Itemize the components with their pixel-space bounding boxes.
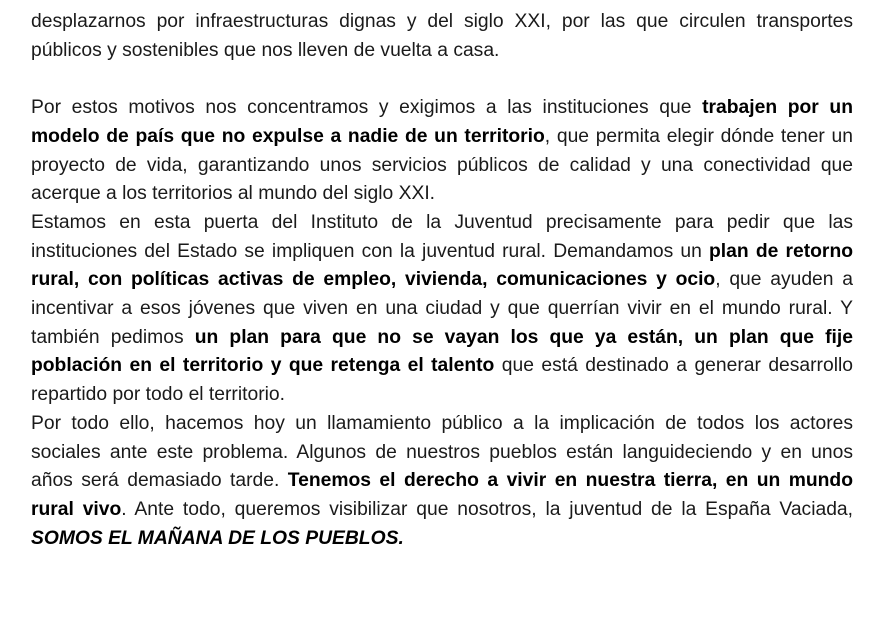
paragraph [31, 209, 853, 410]
document-page [31, 8, 853, 553]
text-segment: Estamos en esta puerta del Instituto de la Juventud precisamente para pedir que las instituciones del Estado se impliquen con la juventud rural. Demandamos un [31, 211, 853, 262]
bold-text-segment: plan de retorno rural, con políticas activas de empleo, vivienda, comunicaciones y ocio [31, 240, 853, 291]
bold-text-segment: Tenemos el derecho a vivir en nuestra tierra, en un mundo rural vivo [31, 470, 853, 520]
bold-italic-text-segment [31, 528, 404, 549]
text-segment: Por estos motivos nos concentramos y exigimos a las instituciones que [31, 97, 703, 119]
text-segment: . Ante todo, queremos visibilizar que nosotros, la juventud de la España Vaciada, [121, 498, 854, 520]
bold-text-segment: un plan para que no se vayan los que ya están, un plan que fije población en el territorio y que retenga el talento [31, 326, 853, 377]
paragraph [31, 8, 853, 65]
text-segment: , que permita elegir dónde tener un proyecto de vida, garantizando unos servicios públicos de calidad y una conectividad que acerque a los territorios al mundo del siglo XXI. [31, 125, 853, 205]
text-segment: , que ayuden a incentivar a esos jóvenes que viven en una ciudad y que querrían vivir en el mundo rural. Y también pedimos [31, 269, 853, 348]
text-segment: que está destinado a generar desarrollo repartido por todo el territorio. [31, 355, 853, 406]
bold-text-segment: trabajen por un modelo de país que no expulse a nadie de un territorio [31, 97, 853, 147]
paragraph [31, 410, 853, 554]
text-segment: Por todo ello, hacemos hoy un llamamiento público a la implicación de todos los actores sociales ante este problema. Algunos de nuestros pueblos están languideciendo y en unos años será demasiado tarde. [31, 412, 853, 492]
closing-slogan: SOMOS EL MAÑANA DE LOS PUEBLOS. [31, 527, 404, 549]
paragraph [31, 94, 853, 209]
text-segment: desplazarnos por infraestructuras dignas y del siglo XXI, por las que circulen transportes públicos y sostenibles que nos lleven de vuelta a casa. [31, 11, 853, 61]
